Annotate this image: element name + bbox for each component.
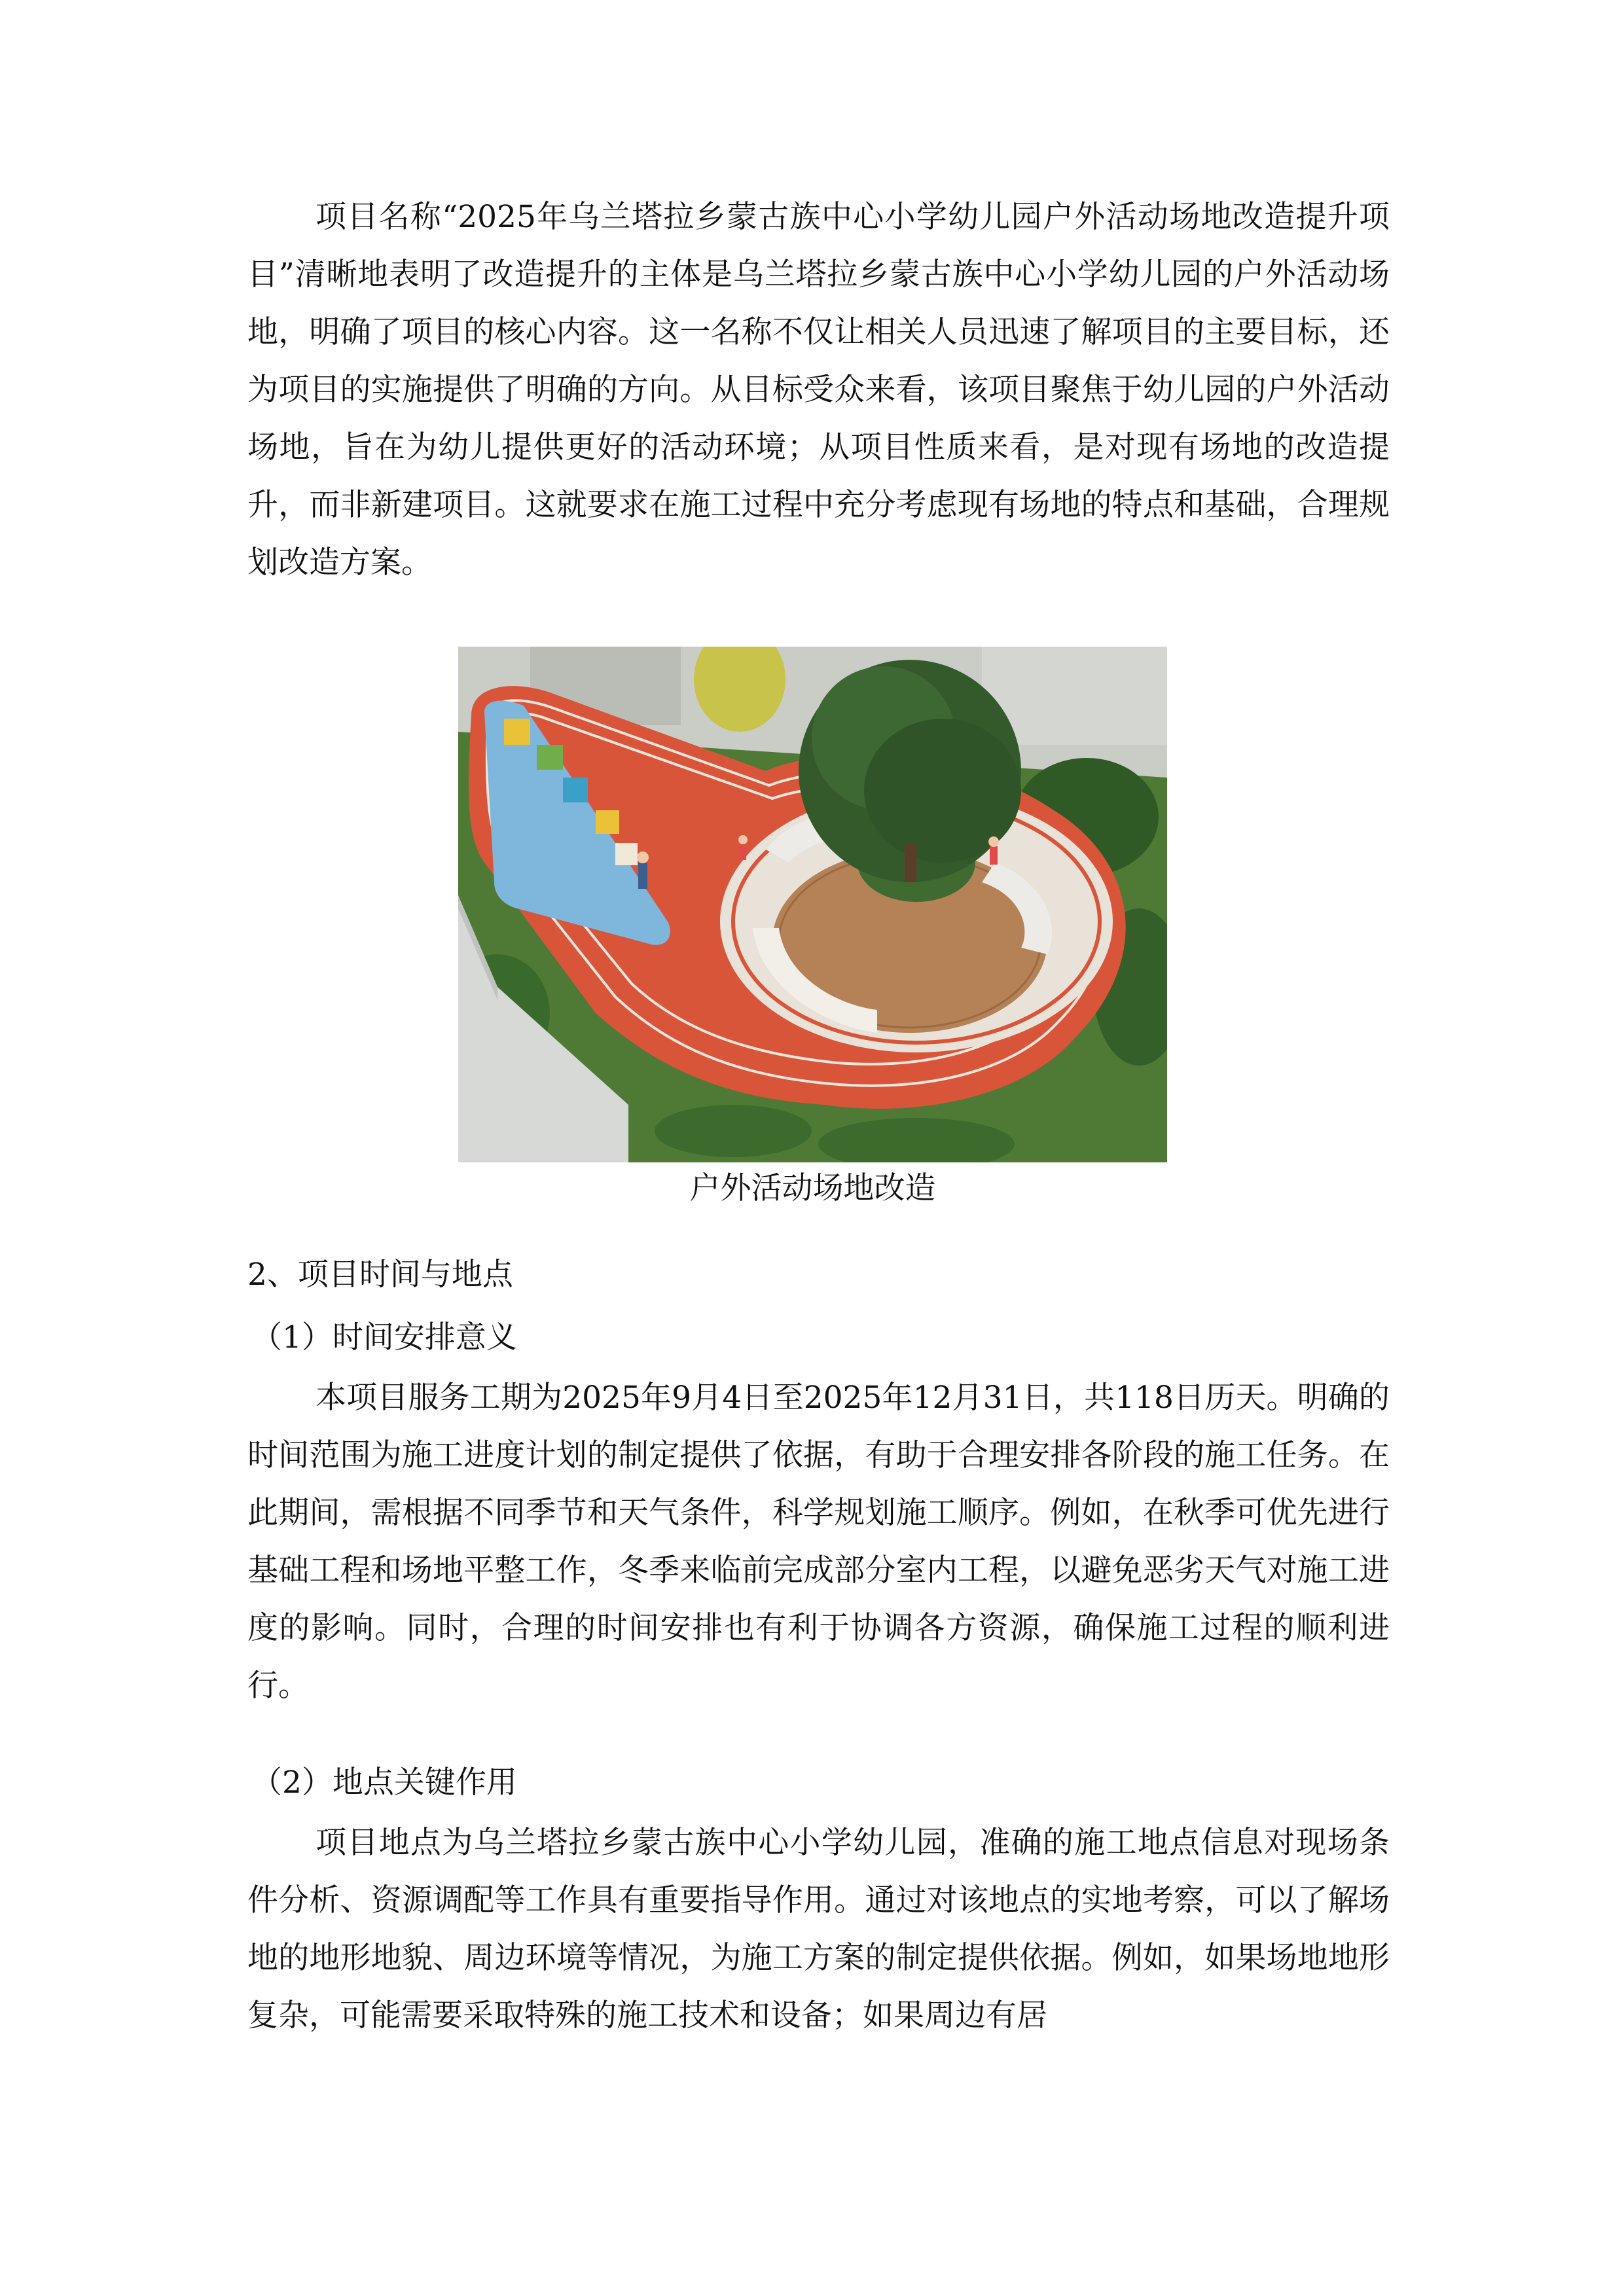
time-paragraph: 本项目服务工期为2025年9月4日至2025年12月31日，共118日历天。明确的时间范围为施工进度计划的制定提供了依据，有助于合理安排各阶段的施工任务。在此期间，需根据不同季节和天气条件，科学规划施工顺序。例如，在秋季可优先进行基础工程和场地平整工作，冬季来临前完成部分室内工程，以避免恶劣天气对施工进度的影响。同时，合理的时间安排也有利于协调各方资源，确保施工过程的顺利进行。 xyxy=(247,1380,1390,1704)
playground-rendering-image xyxy=(458,647,1167,1162)
location-paragraph: 项目地点为乌兰塔拉乡蒙古族中心小学幼儿园，准确的施工地点信息对现场条件分析、资源调配等工作具有重要指导作用。通过对该地点的实地考察，可以了解场地的地形地貌、周边环境等情况，为施工方案的制定提供依据。例如，如果场地地形复杂，可能需要采取特殊的施工技术和设备；如果周边有居 xyxy=(247,1825,1390,2034)
figure-caption: 户外活动场地改造 xyxy=(689,1170,936,1206)
subsection-heading-time: （1）时间安排意义 xyxy=(251,1319,517,1355)
subsection-heading-location: （2）地点关键作用 xyxy=(251,1765,517,1801)
intro-paragraph: 项目名称“2025年乌兰塔拉乡蒙古族中心小学幼儿园户外活动场地改造提升项目”清晰地表明了改造提升的主体是乌兰塔拉乡蒙古族中心小学幼儿园的户外活动场地，明确了项目的核心内容。这一名称不仅让相关人员迅速了解项目的主要目标，还为项目的实施提供了明确的方向。从目标受众来看，该项目聚焦于幼儿园的户外活动场地，旨在为幼儿提供更好的活动环境；从项目性质来看，是对现有场地的改造提升，而非新建项目。这就要求在施工过程中充分考虑现有场地的特点和基础，合理规划改造方案。 xyxy=(247,199,1390,581)
section-heading: 2、项目时间与地点 xyxy=(247,1257,513,1293)
